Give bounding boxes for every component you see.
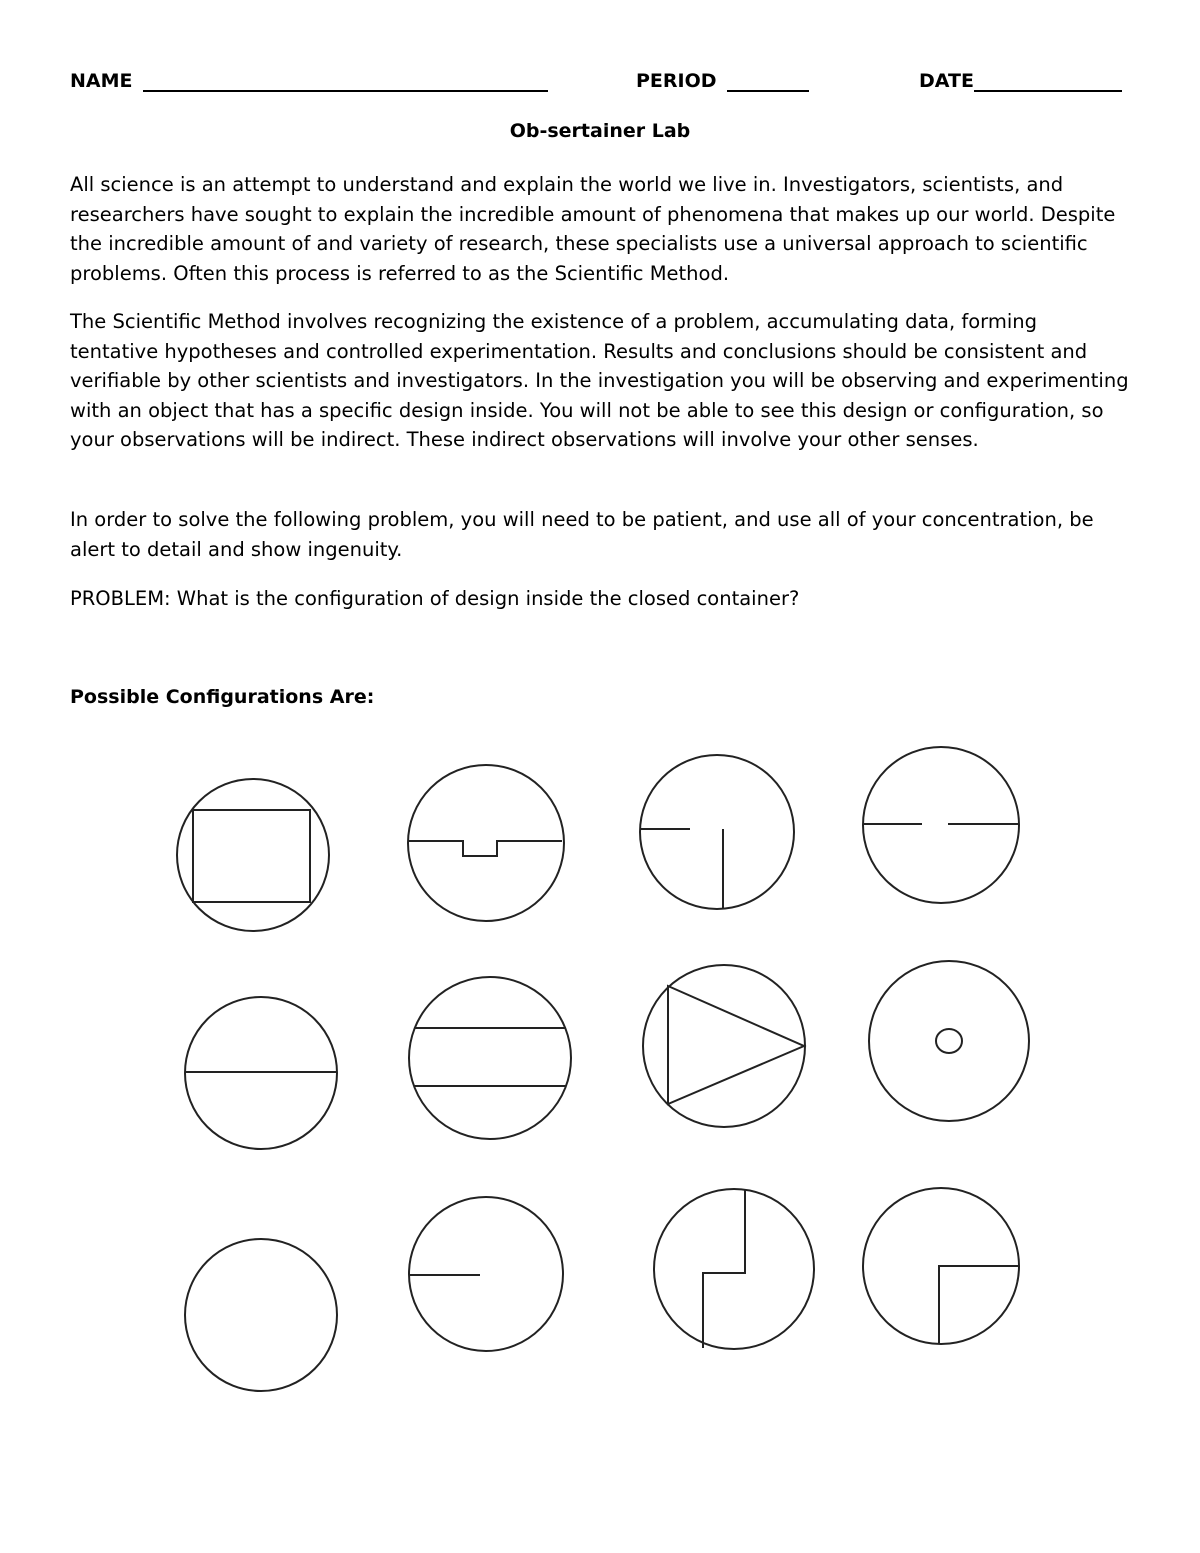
- header-row: [70, 70, 1130, 100]
- intro-paragraph: All science is an attempt to understand and explain the world we live in. Investigators, scientists, and researchers have sought to explain the incredible amount of phenomena that makes up our world. Despite the incredible amount of and variety of research, these specialists use a universal approach to scientific problems. Often this process is referred to as the Scientific Method.: [70, 173, 1116, 285]
- config-notched-line: [408, 765, 564, 921]
- period-field: [636, 70, 809, 92]
- configurations-diagram: [150, 730, 1050, 1400]
- method-paragraph: The Scientific Method involves recognizing the existence of a problem, accumulating data, forming tentative hypotheses and controlled experimentation. Results and conclusions should be consistent and verifiable by other scientists and investigators. In the investigation you will be observing and experimenting with an object that has a specific design inside. You will not be able to see this design or configuration, so your observations will be indirect. These indirect observations will involve your other senses.: [70, 310, 1129, 451]
- period-label: PERIOD: [636, 70, 717, 92]
- config-corner-lines: [640, 755, 794, 909]
- page-title: Ob-sertainer Lab: [509, 120, 691, 142]
- config-square: [177, 779, 329, 931]
- name-field: [70, 70, 548, 92]
- name-label: NAME: [70, 70, 133, 92]
- config-broken-line: [863, 747, 1019, 903]
- config-double-line: [409, 977, 571, 1139]
- name-blank[interactable]: [143, 70, 548, 92]
- config-triangle: [643, 965, 805, 1127]
- date-label: DATE: [919, 70, 974, 92]
- config-center-dot: [869, 961, 1029, 1121]
- problem-statement: PROBLEM: What is the configuration of design inside the closed container?: [70, 587, 800, 610]
- config-single-line: [185, 997, 337, 1149]
- configurations-heading: Possible Configurations Are:: [70, 686, 375, 708]
- config-zigzag: [654, 1189, 814, 1349]
- period-blank[interactable]: [727, 70, 809, 92]
- instructions-paragraph: In order to solve the following problem, you will need to be patient, and use all of your concentration, be alert to detail and show ingenuity.: [70, 508, 1094, 561]
- config-short-line: [409, 1197, 563, 1351]
- config-corner-quadrant: [863, 1188, 1019, 1344]
- date-blank[interactable]: [974, 70, 1122, 92]
- config-empty: [185, 1239, 337, 1391]
- date-field: [919, 70, 1122, 92]
